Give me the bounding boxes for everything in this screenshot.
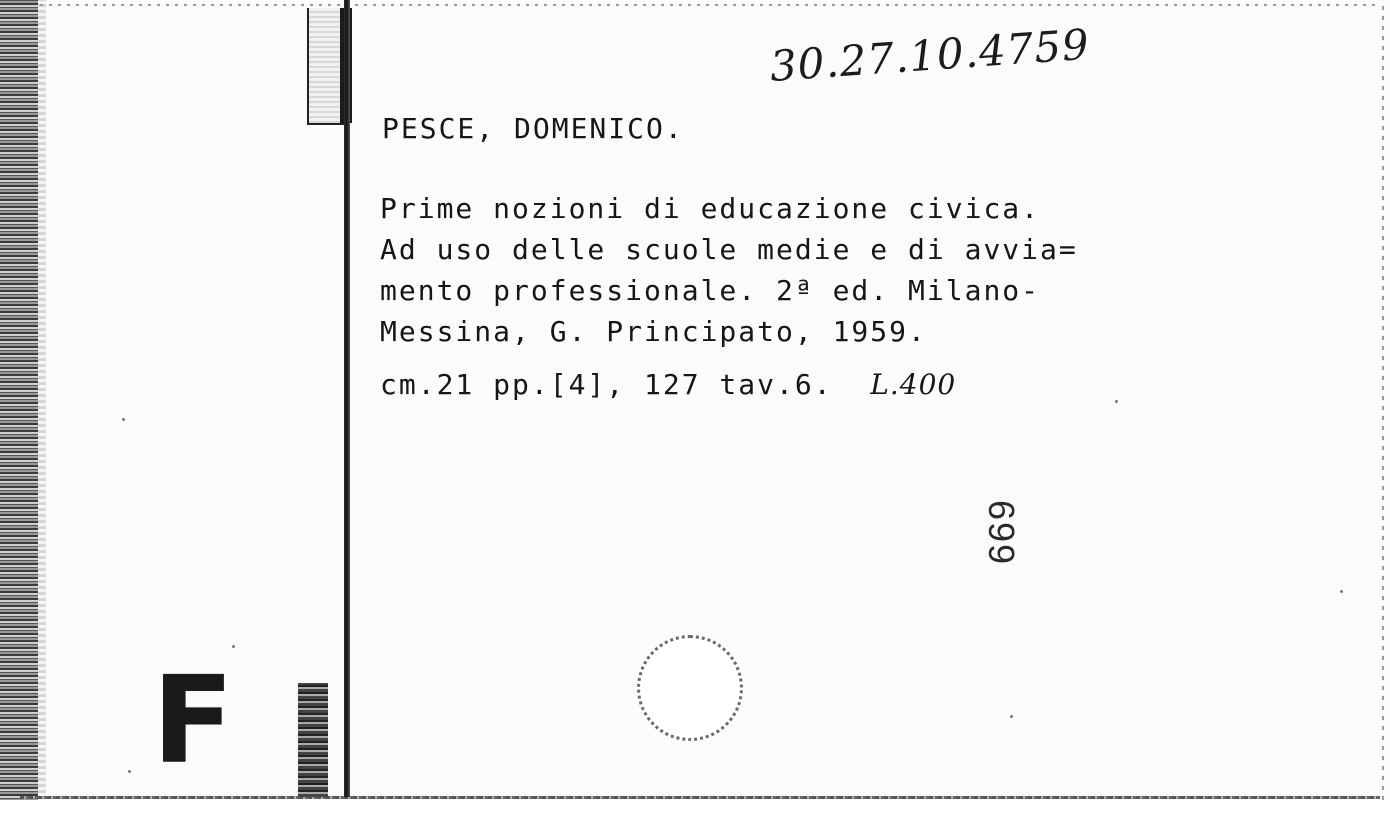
handwritten-shelfmark: 30.27.10.4759 (768, 19, 1092, 91)
card-left-edge (0, 0, 40, 817)
punch-hole (637, 635, 743, 741)
author-heading: PESCE, DOMENICO. (382, 112, 684, 145)
speck (232, 645, 235, 648)
collation-line (380, 368, 956, 401)
collation-text: cm.21 pp.[4], 127 tav.6. (380, 368, 833, 401)
speck (1115, 400, 1118, 403)
card-tab-bottom (298, 683, 328, 797)
speck (1340, 590, 1343, 593)
card-bottom-border (20, 796, 1380, 799)
title-description (380, 188, 1078, 352)
price: L.400 (870, 368, 957, 401)
title-line: Prime nozioni di educazione civica. (380, 192, 1041, 225)
card-bottom-strip (0, 800, 1390, 817)
card-top-border (40, 4, 1380, 6)
card-margin-line (344, 0, 350, 797)
title-line: Ad uso delle scuole medie e di avvia= (380, 233, 1078, 266)
speck (122, 418, 125, 421)
title-line: mento professionale. 2ª ed. Milano- (380, 274, 1041, 307)
tab-letter: F (152, 652, 234, 791)
title-line: Messina, G. Principato, 1959. (380, 315, 927, 348)
card-right-border (1382, 0, 1384, 800)
speck (1010, 715, 1013, 718)
speck (128, 770, 131, 773)
classification-number: 699 (981, 499, 1023, 567)
